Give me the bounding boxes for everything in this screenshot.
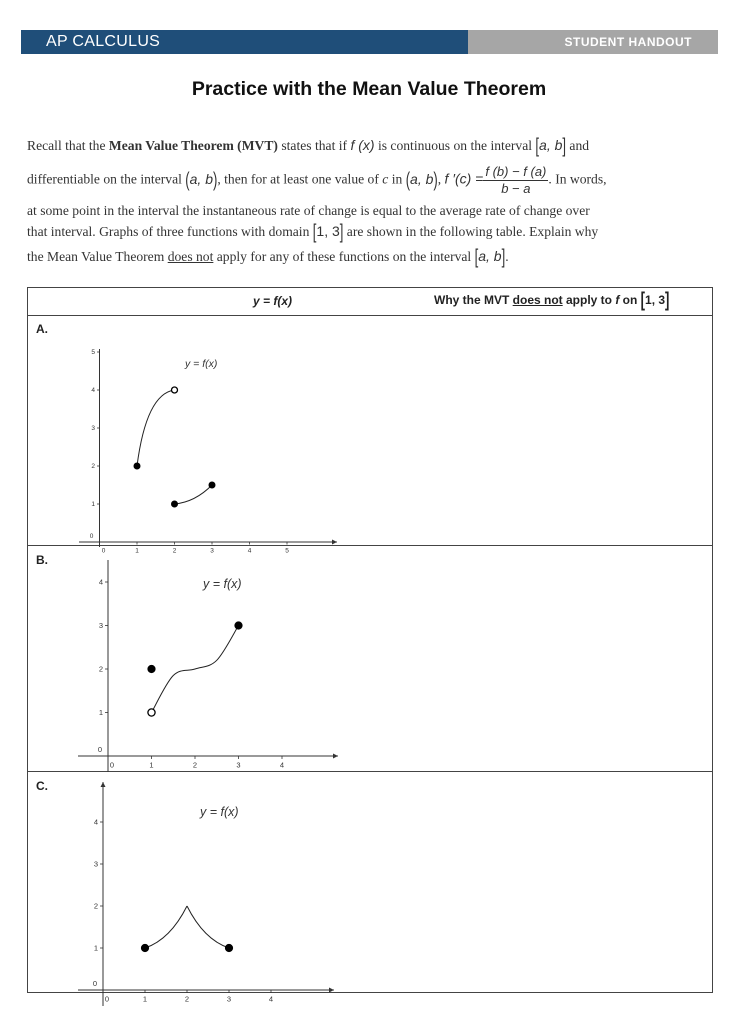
course-title: AP CALCULUS [21, 30, 468, 54]
y-tick-label: 1 [93, 943, 98, 953]
y-tick-label: 2 [98, 664, 103, 674]
y-tick-label: 4 [93, 817, 98, 827]
intro-line-4: that interval. Graphs of three functions with domain [1, 3] are shown in the following table. Explain why [27, 219, 599, 244]
closed-point [235, 622, 242, 629]
y-tick-label: 1 [91, 501, 95, 509]
domain-interval: [1, 3] [312, 219, 344, 244]
x-tick-label: 1 [142, 994, 148, 1004]
intro-line-2: differentiable on the interval (a, b), then for at least one value of c in (a, b), f ′(c) = $\frac{f (b) - f (a)}{b - a}$ . In words, [27, 164, 607, 196]
x-tick-label: 2 [184, 994, 190, 1004]
y-tick-label: 4 [91, 387, 95, 395]
chart-title: y = f(x) [203, 577, 242, 591]
doc-type-label: STUDENT HANDOUT [468, 30, 718, 54]
x-tick-label: 4 [247, 547, 252, 555]
intro-line-1: Recall that the Mean Value Theorem (MVT) states that if f (x) is continuous on the interval [a, b] and [27, 133, 590, 158]
origin-label: 0 [92, 979, 98, 988]
y-tick-label: 3 [91, 425, 95, 433]
does-not-underline: does not [167, 249, 214, 264]
row-label-b: B. [36, 553, 48, 567]
open-interval-2: (a, b) [405, 167, 438, 191]
x-tick-label: 0 [104, 994, 110, 1004]
series-line [187, 906, 229, 948]
row-label-a: A. [36, 322, 48, 336]
graph-b [73, 546, 333, 768]
open-point [148, 709, 155, 716]
x-axis-arrow-icon [332, 540, 337, 545]
series-line [145, 906, 187, 948]
open-point [172, 387, 178, 393]
y-tick-label: 3 [93, 859, 98, 869]
header-banner [21, 30, 718, 54]
x-axis-arrow-icon [333, 754, 338, 759]
series-line [152, 626, 239, 713]
x-tick-label: 5 [285, 547, 289, 555]
y-axis-arrow-icon [101, 782, 106, 787]
x-tick-label: 3 [210, 547, 214, 555]
closed-point [141, 944, 148, 951]
mvt-table [27, 287, 713, 1004]
closed-point [172, 501, 178, 507]
x-tick-label: 3 [226, 994, 232, 1004]
mvt-term: Mean Value Theorem (MVT) [108, 138, 278, 153]
open-interval: (a, b) [185, 167, 218, 191]
y-tick-label: 5 [91, 349, 95, 357]
table-row-b [28, 546, 712, 772]
closed-point [225, 944, 232, 951]
closed-point [134, 463, 140, 469]
row-label-c: C. [36, 779, 48, 793]
x-tick-label: 0 [101, 547, 106, 555]
x-tick-label: 2 [192, 760, 198, 770]
x-tick-label: 0 [109, 760, 115, 770]
f-prime-expression: f ′(c) = [444, 170, 484, 187]
chart-title: y = f(x) [200, 805, 239, 819]
y-tick-label: 2 [93, 901, 98, 911]
table-header [28, 288, 712, 316]
x-axis-arrow-icon [329, 988, 334, 993]
fx-expression: f (x) [350, 137, 375, 153]
closed-interval-2: [a, b] [474, 244, 506, 269]
column-header-reason: Why the MVT does not apply to f on [1, 3] [434, 287, 670, 312]
y-tick-label: 4 [98, 577, 103, 587]
x-tick-label: 2 [172, 547, 177, 555]
closed-point [209, 482, 215, 488]
x-tick-label: 1 [149, 760, 154, 770]
graph-a [73, 315, 333, 555]
page-title: Practice with the Mean Value Theorem [191, 78, 547, 100]
column-header-graph: y = f(x) [253, 294, 293, 308]
origin-label: 0 [89, 533, 94, 540]
intro-line-5: the Mean Value Theorem does not apply for any of these functions on the interval [a, b]. [27, 244, 509, 269]
x-tick-label: 4 [268, 994, 274, 1004]
x-tick-label: 3 [236, 760, 241, 770]
graph-c [73, 772, 333, 1004]
closed-interval: [a, b] [535, 133, 567, 158]
y-tick-label: 3 [98, 621, 103, 630]
difference-quotient: $\frac{f (b) - f (a)}{b - a}$ [485, 164, 547, 196]
y-tick-label: 2 [91, 463, 95, 471]
y-tick-label: 1 [98, 708, 103, 717]
closed-point [148, 665, 155, 672]
table-row-a [28, 315, 712, 555]
origin-label: 0 [97, 745, 103, 754]
series-line [137, 390, 175, 466]
table-row-c [28, 772, 712, 1004]
series-line [175, 485, 213, 504]
chart-title: y = f(x) [185, 358, 218, 370]
intro-line-3: at some point in the interval the instantaneous rate of change is equal to the average rate of change over [27, 203, 590, 218]
x-tick-label: 1 [135, 547, 139, 555]
x-tick-label: 4 [279, 760, 285, 770]
